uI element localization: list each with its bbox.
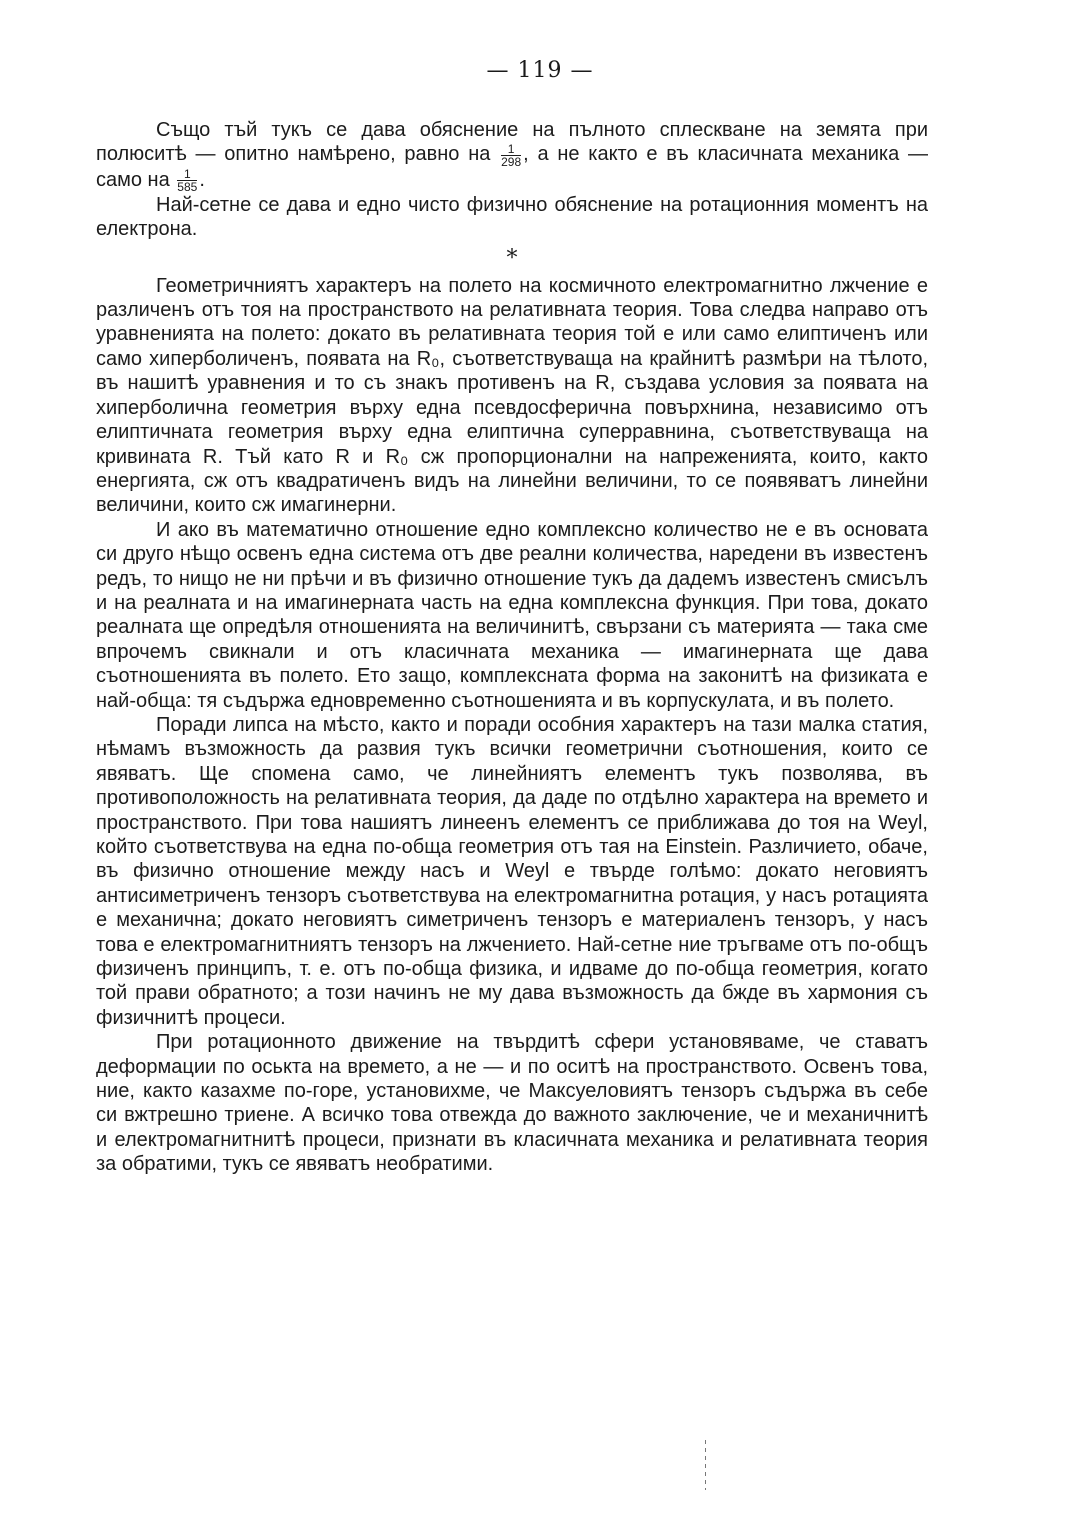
fraction-1-585: [177, 168, 197, 193]
fraction-1-298: [501, 143, 521, 168]
fraction-2-denominator: 585: [177, 179, 198, 194]
scan-mark: [705, 1440, 706, 1490]
fraction-1-denominator: 298: [501, 154, 522, 169]
paragraph-5: Поради липса на мѣсто, както и поради особния характеръ на тази малка статия, нѣмамъ възможность да развия тукъ всички геометрични съотношения, които се явяватъ. Ще спомена само, че линейниятъ елементъ тукъ позволява, въ противоположность на релативната теория, да даде по отдѣлно характера на времето и пространството. При това нашиятъ линеенъ елементъ се приближава до тоя на Weyl, който съответствува на една по-обща геометрия отъ тая на Einstein. Различието, обаче, въ физично отношение между насъ и Weyl е твърде голѣмо: докато неговиятъ антисиметриченъ тензоръ съответствува на електромагнитна ротация, у насъ ротацията е механична; докато неговиятъ симетриченъ тензоръ е материаленъ тензоръ, у насъ това е електромагнитниятъ тензоръ на лжчението. Най-сетне ние тръгваме отъ по-общъ физиченъ принципъ, т. е. отъ по-обща физика, и идваме до по-обща геометрия, когато той прави обратното; а този начинъ не му дава възможность да бжде въ хармония съ физичнитѣ процеси.: [96, 713, 928, 1029]
paragraph-2: Най-сетне се дава и едно чисто физично обяснение на ротационния моментъ на електрона.: [96, 193, 928, 241]
paragraph-6: При ротационното движение на твърдитѣ сфери установяваме, че ставатъ деформации по оськта на времето, а не — и по оситѣ на пространството. Освенъ това, ние, както казахме по-горе, установихме, че Максуеловиятъ тензоръ съдържа въ себе си вжтрешно триене. А всичко това отвежда до важното заключение, че и механичнитѣ и електромагнитнитѣ процеси, признати въ класичната механика и релативната теория за обратими, тукъ се явяватъ необратими.: [96, 1031, 928, 1176]
fraction-2-numerator: 1: [177, 168, 197, 181]
paragraph-1-end: .: [199, 168, 205, 191]
paragraph-1-middle: , а не както е въ класичната механика — само на: [96, 143, 928, 191]
paragraph-4: И ако въ математично отношение едно комплексно количество не е въ основата си друго нѣщо освенъ една система отъ две реални количества, наредени въ известенъ редъ, то нищо не ни прѣчи и въ физично отношение тукъ да дадемъ известенъ смисълъ и на реалната и на имагинерната часть на една комплексна функция. При това, докато реалната ще опредѣля отношенията на величинитѣ, свързани съ материята — така сме впрочемъ свикнали и отъ класичната механика — имагинерната ще дава съотношенията въ полето. Ето защо, комплексната форма на законитѣ на физиката е най-обща: тя съдържа едновременно съотношенията и въ корпускулата, и въ полето.: [96, 518, 928, 712]
fraction-1-numerator: 1: [501, 143, 521, 156]
paragraph-1-start: Също тъй тукъ се дава обяснение на пълното сплескване на земята при полюситѣ — опитно намѣрено, равно на: [96, 119, 928, 166]
page-number: — 119 —: [486, 58, 594, 83]
section-separator: *: [506, 245, 518, 271]
paragraph-1: [96, 118, 928, 193]
body-text: [96, 118, 928, 1177]
paragraph-3: Геометричниятъ характеръ на полето на космичното електромагнитно лжчение е различенъ отъ тоя на пространството на релативната теория. Това следва направо отъ уравненията на полето: докато въ релативната теория той е или само елиптиченъ или само хиперболиченъ, появата на R₀, съответствуваща на крайнитѣ размѣри на тѣлото, въ нашитѣ уравнения и то съ знакъ противенъ на R, създава условия за появата на хиперболична геометрия върху една псевдосферична повърхнина, независимо отъ елиптичната геометрия върху една елиптична суперравнина, съответствуваща на кривината R. Тъй като R и R₀ сж пропорционални на напреженията, които, както енергията, сж отъ квадратиченъ видъ на линейни величини, то се появяватъ линейни величини, които сж имагинерни.: [96, 274, 928, 517]
